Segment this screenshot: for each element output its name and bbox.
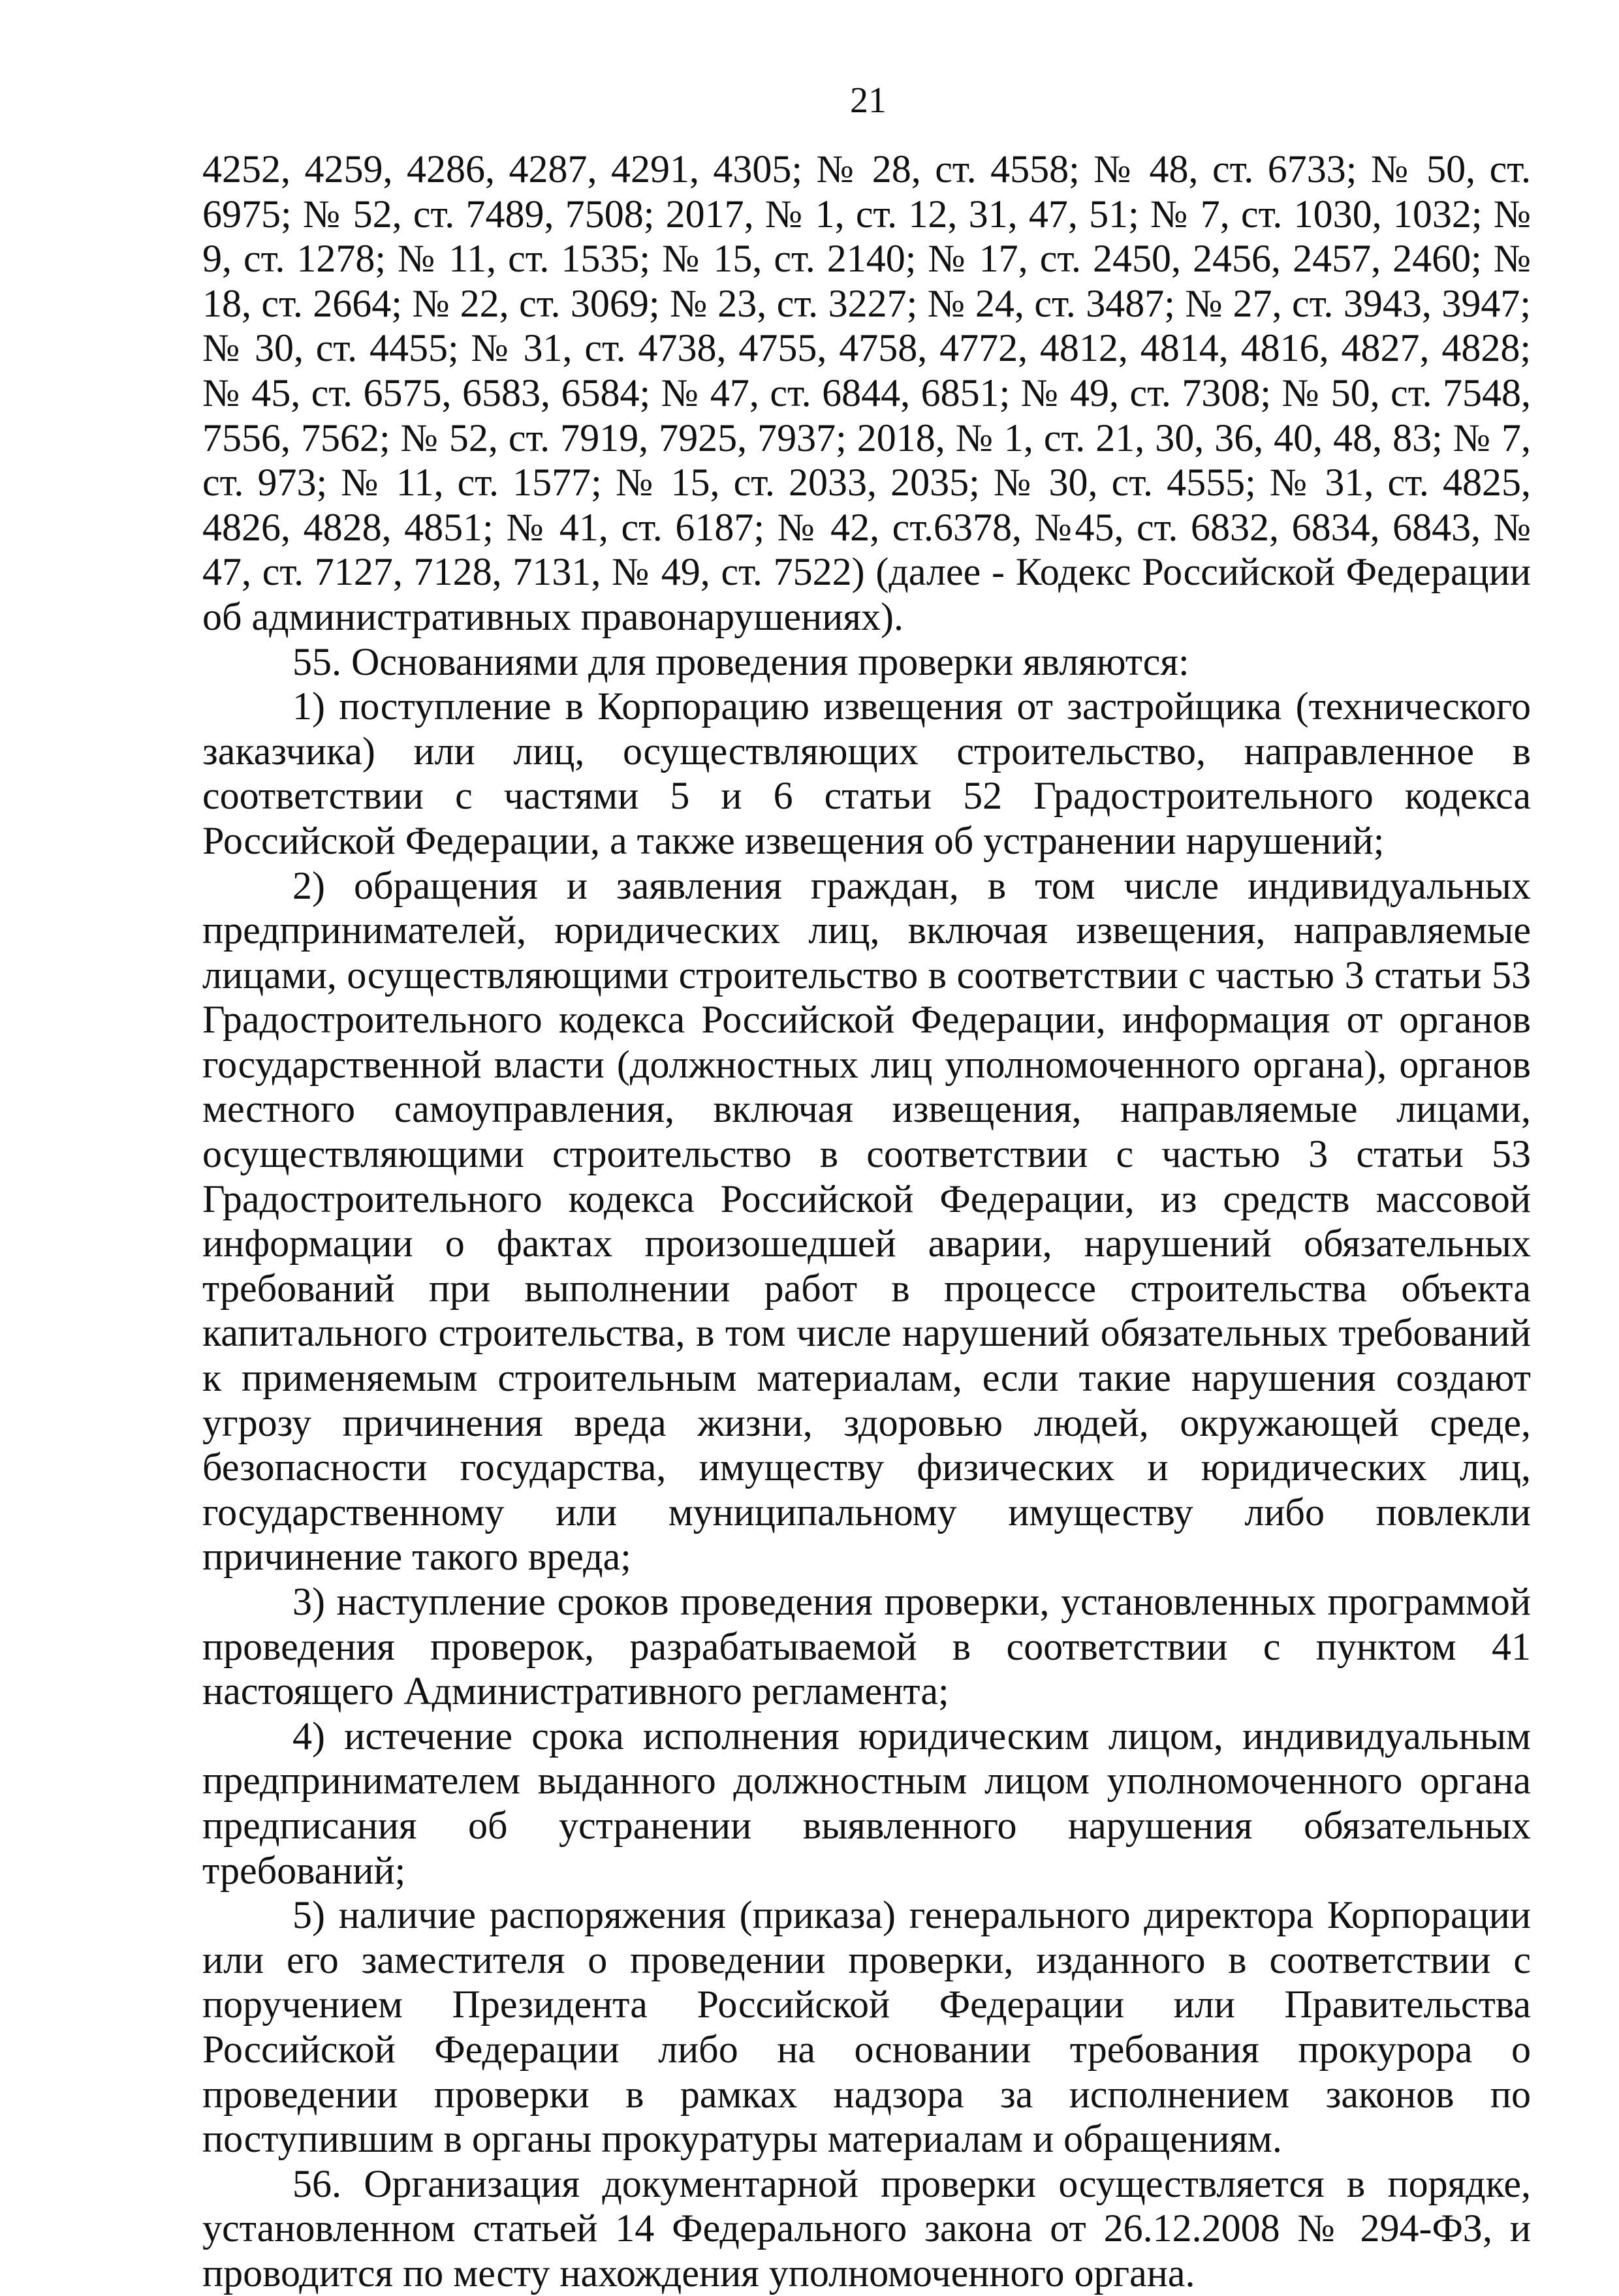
paragraph-56: 56. Организация документарной проверки осуществляется в порядке, установленном статьей 14 Федерального закона от 26.12.2008 № 294-ФЗ, и проводится по месту нахождения уполномоченного органа. — [202, 2162, 1531, 2295]
continuation-paragraph: 4252, 4259, 4286, 4287, 4291, 4305; № 28, ст. 4558; № 48, ст. 6733; № 50, ст. 6975; № 52, ст. 7489, 7508; 2017, № 1, ст. 12, 31, 47, 51; № 7, ст. 1030, 1032; № 9, ст. 1278; № 11, ст. 1535; № 15, ст. 2140; № 17, ст. 2450, 2456, 2457, 2460; № 18, ст. 2664; № 22, ст. 3069; № 23, ст. 3227; № 24, ст. 3487; № 27, ст. 3943, 3947; № 30, ст. 4455; № 31, ст. 4738, 4755, 4758, 4772, 4812, 4814, 4816, 4827, 4828; № 45, ст. 6575, 6583, 6584; № 47, ст. 6844, 6851; № 49, ст. 7308; № 50, ст. 7548, 7556, 7562; № 52, ст. 7919, 7925, 7937; 2018, № 1, ст. 21, 30, 36, 40, 48, 83; № 7, ст. 973; № 11, ст. 1577; № 15, ст. 2033, 2035; № 30, ст. 4555; № 31, ст. 4825, 4826, 4828, 4851; № 41, ст. 6187; № 42, ст.6378, №45, ст. 6832, 6834, 6843, № 47, ст. 7127, 7128, 7131, № 49, ст. 7522) (далее - Кодекс Российской Федерации об административных правонарушениях). — [202, 147, 1531, 638]
document-body — [202, 147, 1531, 2296]
paragraph-55-item-1: 1) поступление в Корпорацию извещения от застройщика (технического заказчика) или лиц, осуществляющих строительство, направленное в соответствии с частями 5 и 6 статьи 52 Градостроительного кодекса Российской Федерации, а также извещения об устранении нарушений; — [202, 685, 1531, 862]
paragraph-55-item-3: 3) наступление сроков проведения проверки, установленных программой проведения проверок, разрабатываемой в соответствии с пунктом 41 настоящего Административного регламента; — [202, 1580, 1531, 1713]
paragraph-55-item-4: 4) истечение срока исполнения юридическим лицом, индивидуальным предпринимателем выданного должностным лицом уполномоченного органа предписания об устранении выявленного нарушения обязательных требований; — [202, 1714, 1531, 1892]
paragraph-55-heading: 55. Основаниями для проведения проверки являются: — [292, 640, 1189, 683]
page-number: 21 — [850, 80, 887, 121]
paragraph-55-item-2: 2) обращения и заявления граждан, в том числе индивидуальных предпринимателей, юридических лиц, включая извещения, направляемые лицами, осуществляющими строительство в соответствии с частью 3 статьи 53 Градостроительного кодекса Российской Федерации, информация от органов государственной власти (должностных лиц уполномоченного органа), органов местного самоуправления, включая извещения, направляемые лицами, осуществляющими строительство в соответствии с частью 3 статьи 53 Градостроительного кодекса Российской Федерации, из средств массовой информации о фактах произошедшей аварии, нарушений обязательных требований при выполнении работ в процессе строительства объекта капитального строительства, в том числе нарушений обязательных требований к применяемым строительным материалам, если такие нарушения создают угрозу причинения вреда жизни, здоровью людей, окружающей среде, безопасности государства, имуществу физических и юридических лиц, государственному или муниципальному имуществу либо повлекли причинение такого вреда; — [202, 863, 1531, 1579]
paragraph-55-item-5: 5) наличие распоряжения (приказа) генерального директора Корпорации или его заместителя о проведении проверки, изданного в соответствии с поручением Президента Российской Федерации или Правительства Российской Федерации либо на основании требования прокурора о проведении проверки в рамках надзора за исполнением законов по поступившим в органы прокуратуры материалам и обращениям. — [202, 1893, 1531, 2161]
